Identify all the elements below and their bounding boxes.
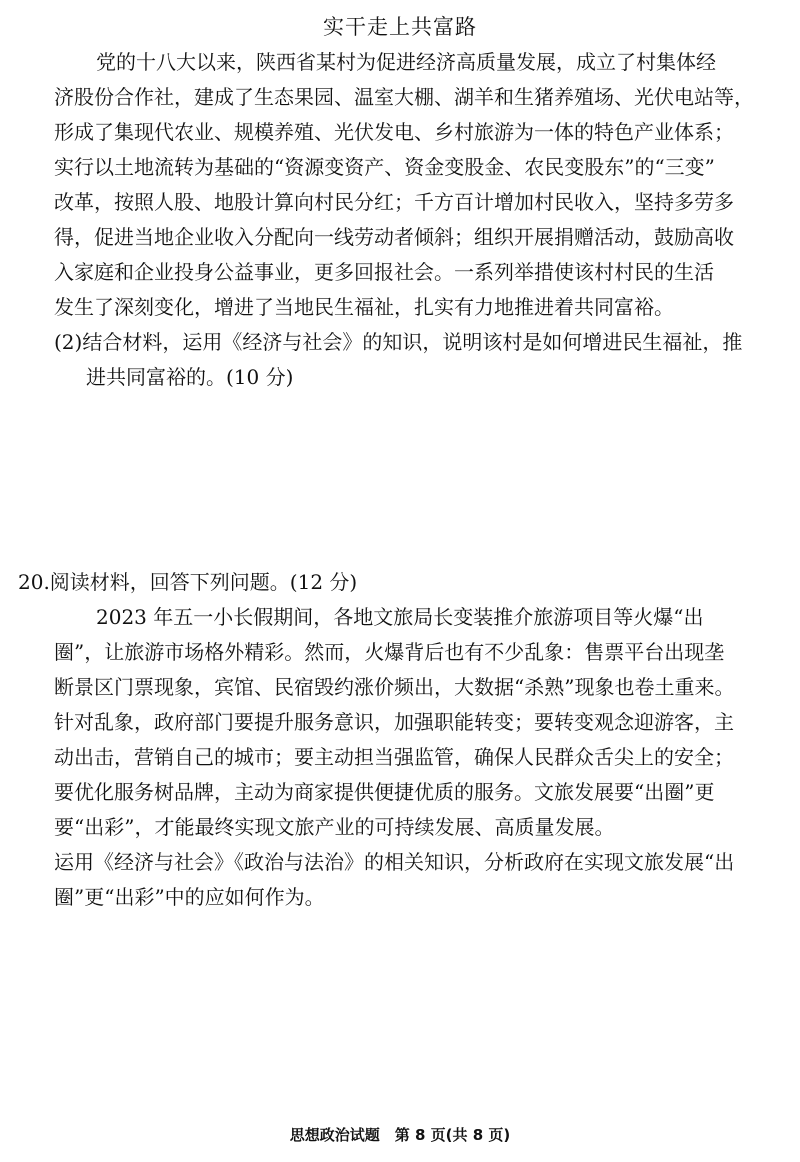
question-20-material-line: 要优化服务树品牌，主动为商家提供便捷优质的服务。文旅发展要“出圈”更 — [54, 780, 715, 804]
question-2-line: (2)结合材料，运用《经济与社会》的知识，说明该村是如何增进民生福祉，推 — [54, 330, 743, 354]
material-1-line: 实行以土地流转为基础的“资源变资产、资金变股金、农民变股东”的“三变” — [54, 155, 715, 179]
question-20-material-line: 圈”，让旅游市场格外精彩。然而，火爆背后也有不少乱象：售票平台出现垄 — [54, 640, 725, 664]
question-20-material-line: 动出击，营销自己的城市；要主动担当强监管，确保人民群众舌尖上的安全； — [54, 745, 734, 769]
material-1-line: 改革，按照人股、地股计算向村民分红；千方百计增加村民收入，坚持多劳多 — [54, 190, 734, 214]
material-1-line: 党的十八大以来，陕西省某村为促进经济高质量发展，成立了村集体经 — [96, 50, 716, 74]
section-title: 实干走上共富路 — [323, 15, 477, 39]
page-footer: 思想政治试题 第 8 页(共 8 页) — [289, 1126, 511, 1144]
material-1-line: 得，促进当地企业收入分配向一线劳动者倾斜；组织开展捐赠活动，鼓励高收 — [54, 225, 734, 249]
question-2-line: 进共同富裕的。(10 分) — [86, 365, 294, 389]
question-20-material-line: 2023 年五一小长假期间，各地文旅局长变装推介旅游项目等火爆“出 — [96, 605, 704, 629]
material-1-line: 入家庭和企业投身公益事业，更多回报社会。一系列举措使该村村民的生活 — [54, 260, 714, 284]
question-20-material-line: 针对乱象，政府部门要提升服务意识，加强职能转变；要转变观念迎游客，主 — [54, 710, 734, 734]
question-20-prompt-line: 运用《经济与社会》《政治与法治》的相关知识，分析政府在实现文旅发展“出 — [54, 850, 735, 874]
question-20-heading: 20.阅读材料，回答下列问题。(12 分) — [18, 570, 358, 594]
material-1-line: 济股份合作社，建成了生态果园、温室大棚、湖羊和生猪养殖场、光伏电站等， — [54, 85, 754, 109]
question-20-prompt-line: 圈”更“出彩”中的应如何作为。 — [54, 885, 325, 909]
material-1-line: 发生了深刻变化，增进了当地民生福祉，扎实有力地推进着共同富裕。 — [54, 295, 674, 319]
material-1-line: 形成了集现代农业、规模养殖、光伏发电、乡村旅游为一体的特色产业体系； — [54, 120, 734, 144]
question-20-material-line: 断景区门票现象，宾馆、民宿毁约涨价频出，大数据“杀熟”现象也卷土重来。 — [54, 675, 735, 699]
question-20-material-line: 要“出彩”，才能最终实现文旅产业的可持续发展、高质量发展。 — [54, 815, 615, 839]
